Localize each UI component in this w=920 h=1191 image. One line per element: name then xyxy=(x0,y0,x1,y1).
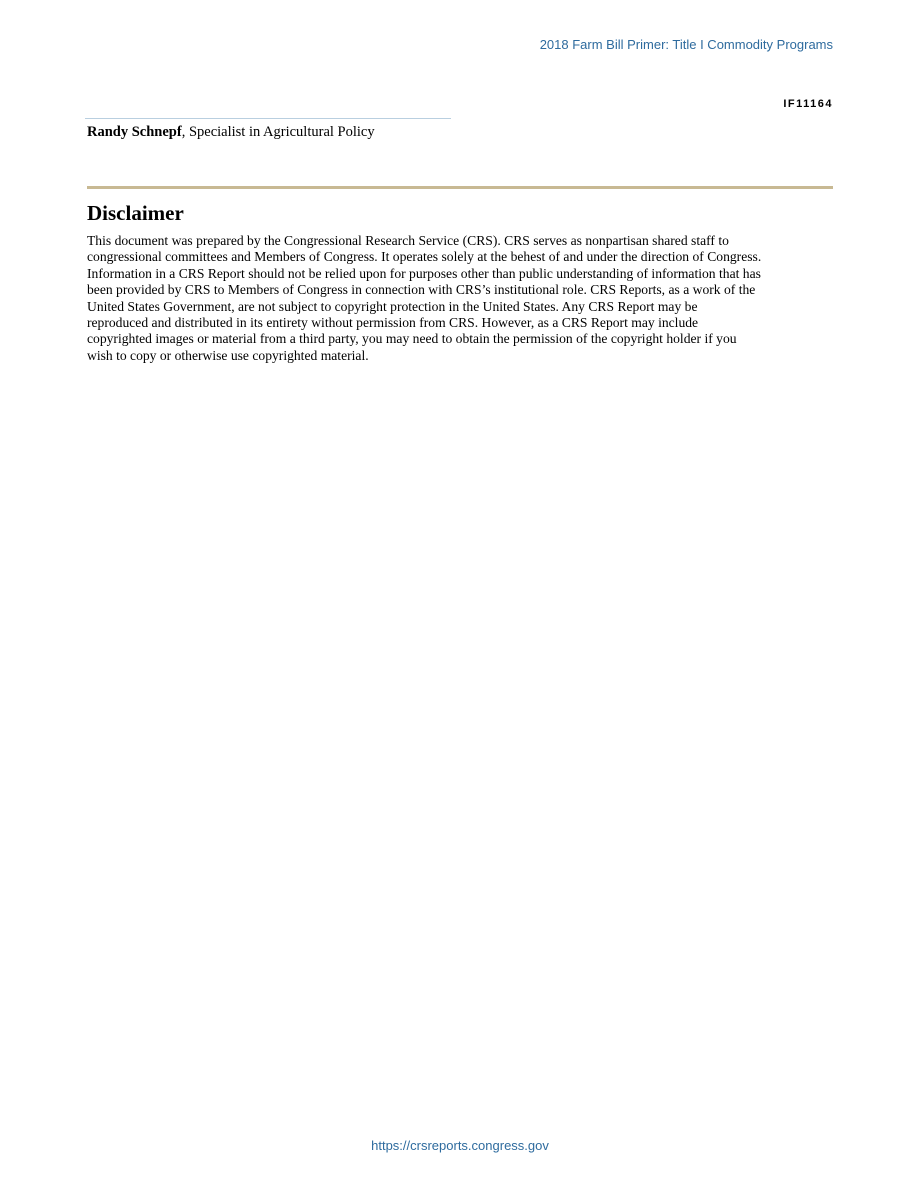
running-header-title: 2018 Farm Bill Primer: Title I Commodity Programs xyxy=(539,37,833,52)
author-line xyxy=(87,124,375,141)
section-title: Disclaimer xyxy=(87,201,184,225)
disclaimer-line: reproduced and distributed in its entirety without permission from CRS. However, as a CRS Report may include xyxy=(87,315,699,331)
disclaimer-line: United States Government, are not subject to copyright protection in the United States. Any CRS Report may be xyxy=(87,298,698,314)
disclaimer-line: been provided by CRS to Members of Congress in connection with CRS’s institutional role. CRS Reports, as a work of the xyxy=(87,282,756,298)
disclaimer-line: copyrighted images or material from a third party, you may need to obtain the permission of the copyright holder if you xyxy=(87,331,737,347)
disclaimer-paragraph xyxy=(87,233,835,364)
disclaimer-line: Information in a CRS Report should not be relied upon for purposes other than public understanding of information that has xyxy=(87,265,761,281)
footer-url-link[interactable]: https://crsreports.congress.gov xyxy=(371,1138,549,1153)
author-divider xyxy=(85,118,451,119)
disclaimer-line: congressional committees and Members of Congress. It operates solely at the behest of and under the direction of Congress. xyxy=(87,249,762,265)
disclaimer-line: wish to copy or otherwise use copyrighted material. xyxy=(87,347,369,363)
section-divider xyxy=(87,186,833,189)
report-number: IF11164 xyxy=(783,98,833,110)
author-role: Specialist in Agricultural Policy xyxy=(188,124,375,140)
disclaimer-line: This document was prepared by the Congressional Research Service (CRS). CRS serves as nonpartisan shared staff to xyxy=(87,233,729,248)
author-name: Randy Schnepf xyxy=(87,124,182,140)
author-separator: , xyxy=(181,124,189,140)
